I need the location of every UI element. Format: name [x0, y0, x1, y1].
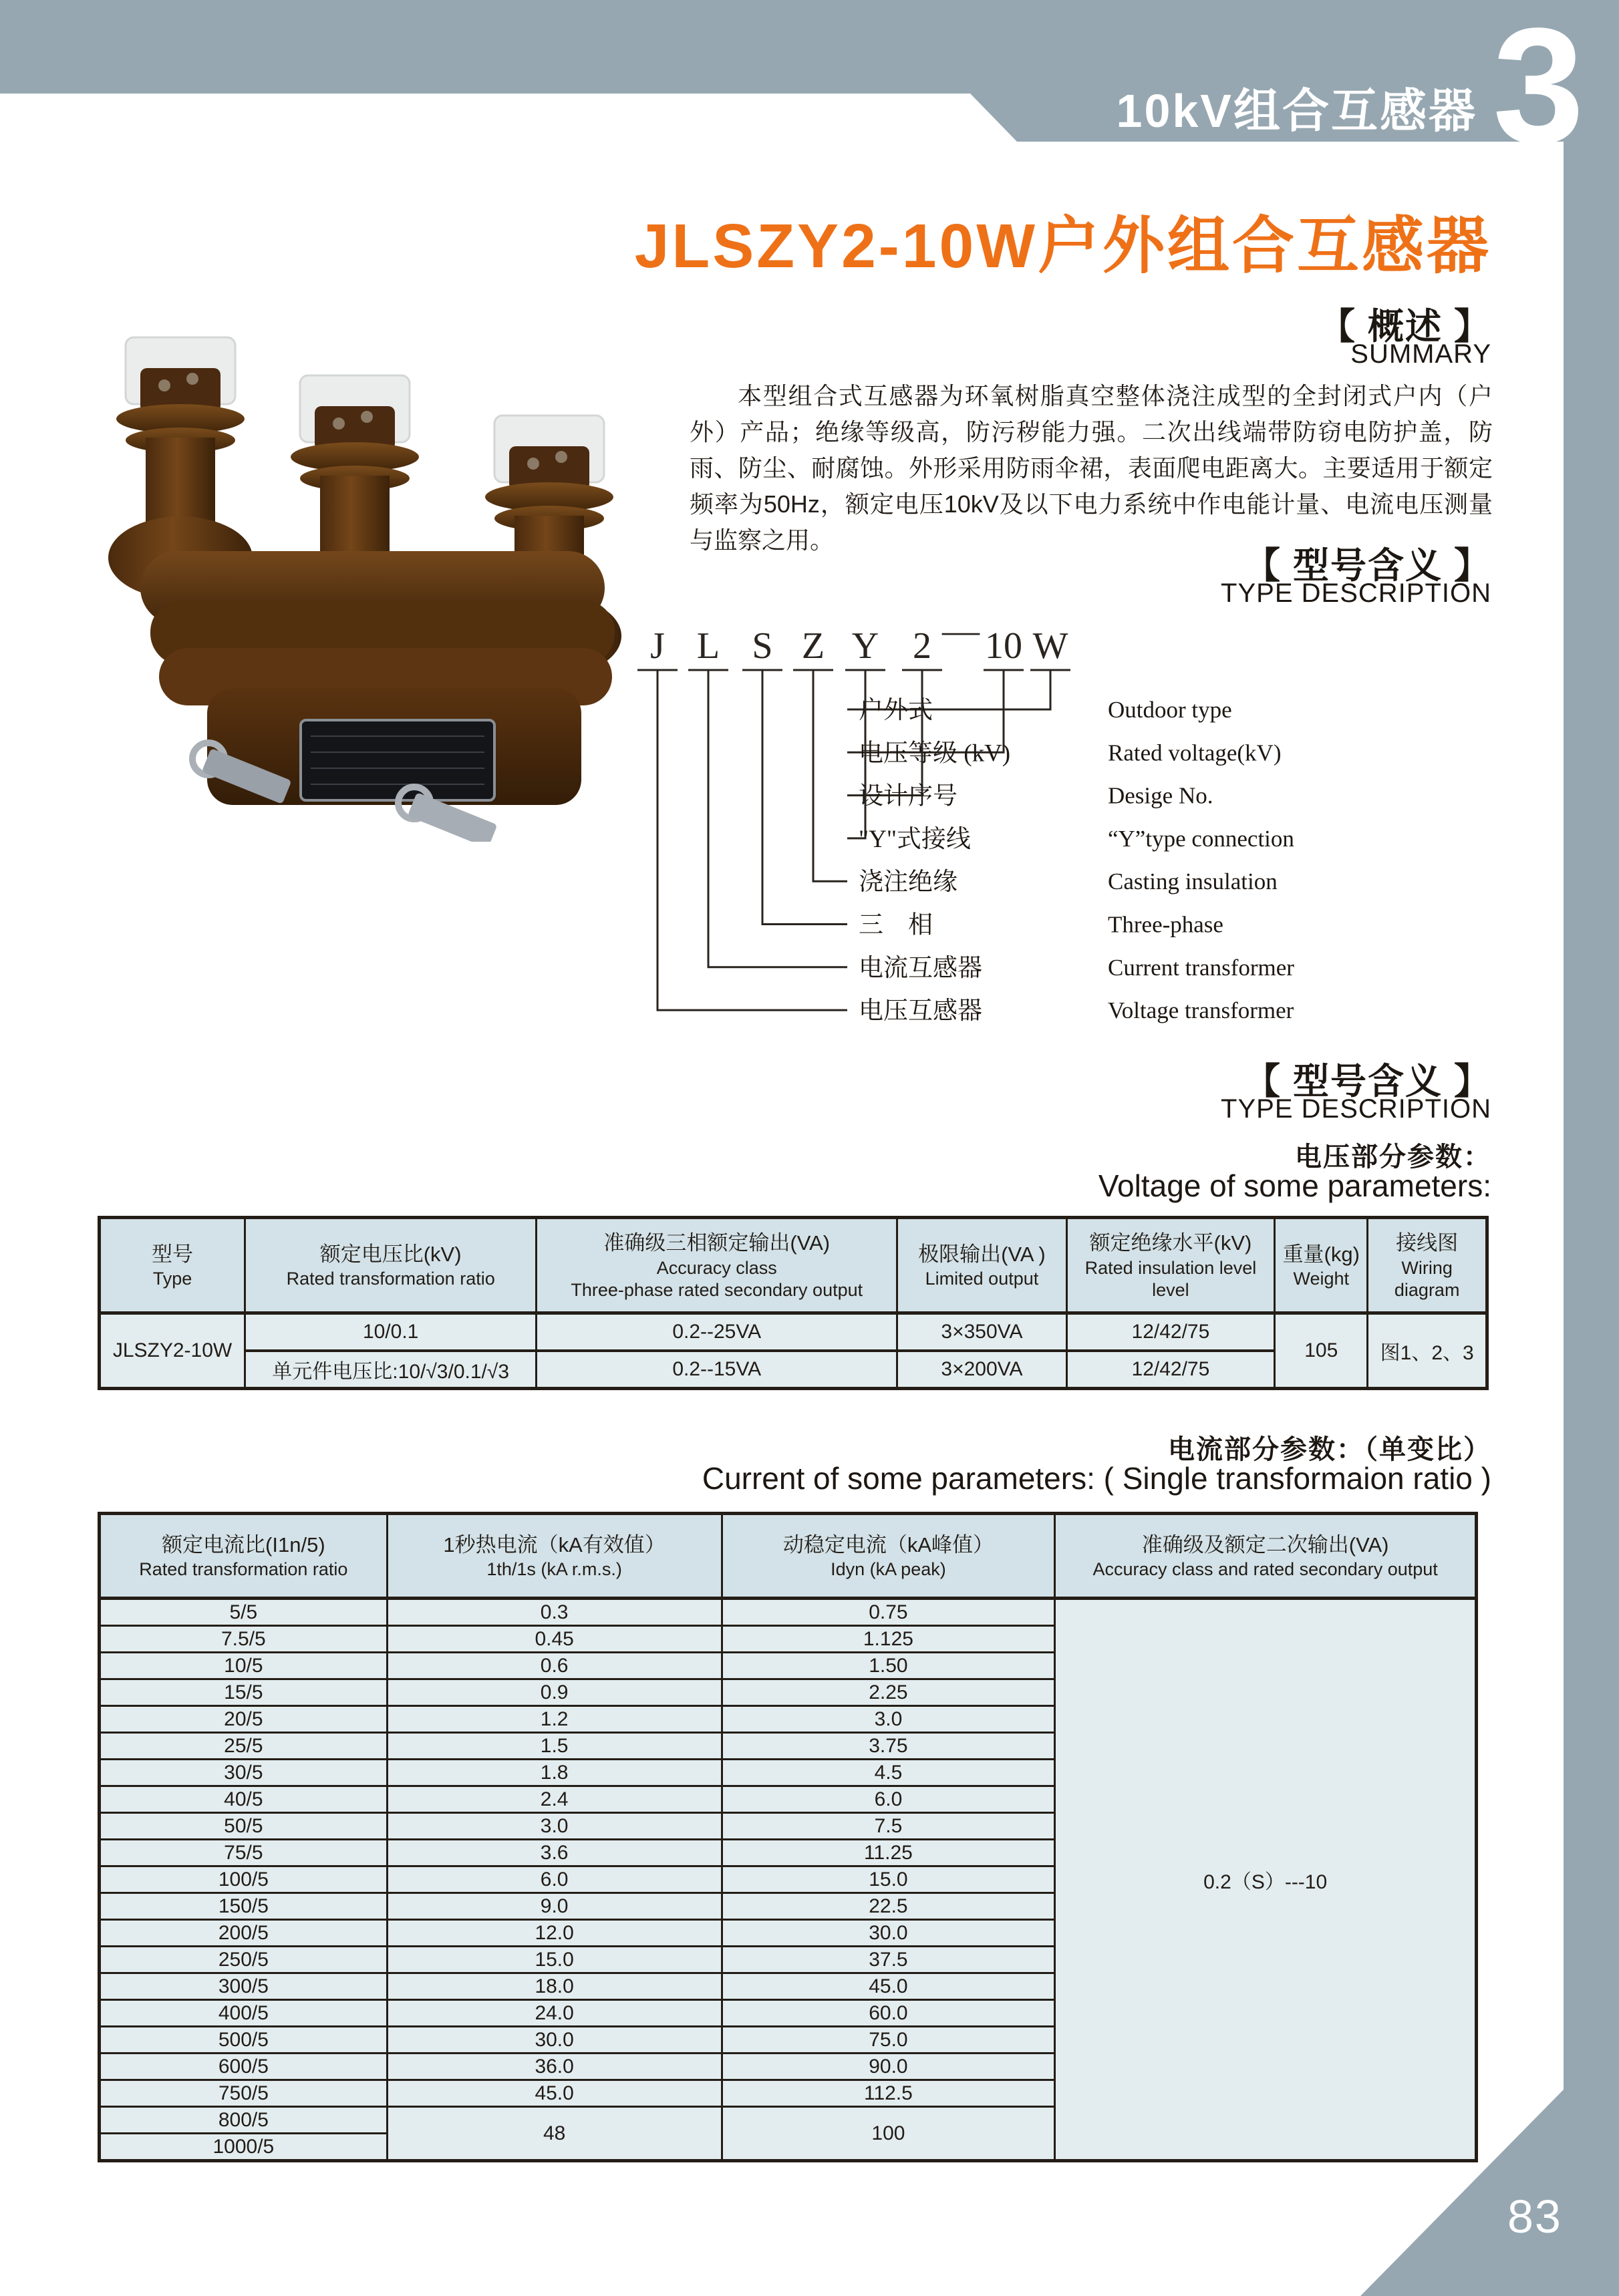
- current-table-wrap: [98, 1512, 1478, 2162]
- summary-paragraph: 本型组合式互感器为环氧树脂真空整体浇注成型的全封闭式户内（户外）产品；绝缘等级高，防污秽能力强。二次出线端带防窃电防护盖，防雨、防尘、耐腐蚀。外形采用防雨伞裙，表面爬电距离大。主要适用于额定频率为50Hz，额定电压10kV及以下电力系统中作电能计量、电流电压测量与监察之用。: [690, 382, 1493, 554]
- page-number: 83: [1507, 2190, 1562, 2243]
- current-value-cell: 750/5: [100, 2080, 388, 2107]
- header-label-en: 1th/1s (kA r.m.s.): [486, 1559, 622, 1580]
- current-value-cell: 36.0: [387, 2054, 722, 2080]
- current-value-cell: 10/5: [100, 1653, 388, 1679]
- header-label-zh: 准确级三相额定输出(VA): [603, 1231, 831, 1255]
- diagram-connector-line: [708, 671, 847, 967]
- current-value-cell: 7.5: [722, 1813, 1055, 1840]
- header-label-en: Accuracy class: [656, 1257, 777, 1278]
- voltage-value-cell: 12/42/75: [1066, 1351, 1275, 1389]
- current-value-cell: 45.0: [722, 1973, 1055, 2000]
- current-value-cell: 0.75: [722, 1599, 1055, 1626]
- current-value-cell: 15.0: [722, 1866, 1055, 1893]
- diagram-label-en: Three-phase: [1108, 911, 1223, 938]
- current-value-cell: 2.25: [722, 1679, 1055, 1706]
- diagram-label-zh: 户外式: [859, 697, 933, 724]
- voltage-value-cell: 12/42/75: [1066, 1313, 1275, 1351]
- current-value-cell: 15/5: [100, 1679, 388, 1706]
- diagram-label-en: Casting insulation: [1108, 868, 1278, 895]
- diagram-label-zh: 电压互感器: [859, 997, 982, 1025]
- header-label-zh: 动稳定电流（kA峰值）: [782, 1532, 994, 1556]
- current-value-cell: 0.6: [387, 1653, 722, 1679]
- current-value-cell: 3.0: [722, 1706, 1055, 1733]
- current-value-cell: 25/5: [100, 1733, 388, 1760]
- product-image: [40, 287, 641, 842]
- current-value-cell: 112.5: [722, 2080, 1055, 2107]
- current-value-cell: 37.5: [722, 1947, 1055, 1973]
- current-value-cell: 200/5: [100, 1920, 388, 1947]
- diagram-label-zh: 电流互感器: [859, 954, 982, 982]
- type-code-letter: Y: [851, 625, 879, 667]
- current-value-cell: 0.9: [387, 1679, 722, 1706]
- diagram-label-en: Current transformer: [1108, 954, 1294, 981]
- voltage-data-row: [100, 1313, 1487, 1351]
- current-value-cell: 5/5: [100, 1599, 388, 1626]
- current-value-cell: 0.3: [387, 1599, 722, 1626]
- current-value-cell: 11.25: [722, 1840, 1055, 1866]
- voltage-subheading-zh: 电压部分参数：: [1295, 1142, 1491, 1172]
- voltage-value-cell: 10/0.1: [245, 1313, 537, 1351]
- current-value-cell: 6.0: [722, 1786, 1055, 1813]
- diagram-label-en: Outdoor type: [1108, 697, 1232, 723]
- current-value-cell: 2.4: [387, 1786, 722, 1813]
- voltage-col-header: [1275, 1218, 1368, 1313]
- current-subheading-zh: 电流部分参数：（单变比）: [1168, 1435, 1491, 1464]
- current-value-cell: 9.0: [387, 1893, 722, 1920]
- type-code-letter: S: [752, 625, 773, 667]
- current-value-cell: 100/5: [100, 1866, 388, 1893]
- voltage-table: [98, 1216, 1489, 1390]
- header-label-zh: 额定绝缘水平(kV): [1089, 1231, 1252, 1255]
- header-label-en: Rated transformation ratio: [286, 1269, 495, 1289]
- type-code-letter: 2: [913, 625, 931, 667]
- voltage-section-heading-en: TYPE DESCRIPTION: [1221, 1094, 1491, 1124]
- current-value-cell: 45.0: [387, 2080, 722, 2107]
- current-value-cell: 600/5: [100, 2054, 388, 2080]
- type-description-heading-zh: 【 型号含义 】: [1243, 546, 1491, 586]
- current-value-cell: 3.75: [722, 1733, 1055, 1760]
- voltage-subheading-en: Voltage of some parameters:: [1098, 1168, 1491, 1203]
- current-col-header: [100, 1514, 388, 1599]
- page-title: JLSZY2-10W户外组合互感器: [634, 211, 1491, 281]
- voltage-col-header: [897, 1218, 1066, 1313]
- current-value-cell: 30.0: [722, 1920, 1055, 1947]
- chapter-title: 10kV组合互感器: [1116, 85, 1477, 137]
- type-code-letter: W: [1032, 625, 1068, 667]
- header-label-en: Wiring diagram: [1394, 1257, 1460, 1300]
- voltage-col-header: [1066, 1218, 1275, 1313]
- type-designation-diagram: [628, 588, 1510, 1042]
- current-value-cell: 30.0: [387, 2027, 722, 2054]
- current-value-cell: 24.0: [387, 2000, 722, 2027]
- current-header-row: [100, 1514, 1477, 1599]
- current-value-cell: 90.0: [722, 2054, 1055, 2080]
- voltage-table-wrap: [98, 1216, 1489, 1390]
- current-value-cell: 50/5: [100, 1813, 388, 1840]
- current-value-cell: 1000/5: [100, 2134, 388, 2161]
- header-label-en: Weight: [1293, 1269, 1350, 1289]
- summary-heading-zh: 【 概述 】: [1318, 307, 1491, 347]
- type-value-cell: JLSZY2-10W: [100, 1313, 245, 1389]
- diagram-connector-line: [657, 671, 847, 1010]
- voltage-col-header: [1368, 1218, 1487, 1313]
- current-value-cell: 75/5: [100, 1840, 388, 1866]
- current-value-cell: 20/5: [100, 1706, 388, 1733]
- current-value-cell: 40/5: [100, 1786, 388, 1813]
- header-label-zh: 额定电流比(I1n/5): [162, 1532, 325, 1556]
- current-value-cell: 60.0: [722, 2000, 1055, 2027]
- voltage-value-cell: 0.2--25VA: [537, 1313, 897, 1351]
- current-value-cell: 30/5: [100, 1760, 388, 1786]
- header-label-zh: 1秒热电流（kA有效值）: [443, 1532, 666, 1556]
- current-value-cell: 500/5: [100, 2027, 388, 2054]
- current-value-cell: 3.6: [387, 1840, 722, 1866]
- current-value-cell: 75.0: [722, 2027, 1055, 2054]
- weight-cell: 105: [1275, 1313, 1368, 1389]
- header-label-zh: 准确级及额定二次输出(VA): [1141, 1532, 1389, 1556]
- current-value-cell: 1.5: [387, 1733, 722, 1760]
- header-label-en: Limited output: [925, 1269, 1039, 1289]
- current-value-cell: 4.5: [722, 1760, 1055, 1786]
- current-subheading-en: Current of some parameters: ( Single transformaion ratio ): [702, 1461, 1491, 1496]
- current-value-cell: 1.2: [387, 1706, 722, 1733]
- diagram-label-en: Voltage transformer: [1108, 997, 1294, 1024]
- current-col-header: [387, 1514, 722, 1599]
- header-label-en2: level: [1152, 1279, 1189, 1300]
- type-code-letter: J: [650, 625, 665, 667]
- current-value-cell: 48: [387, 2107, 722, 2161]
- type-code-letter: L: [696, 625, 720, 667]
- current-value-cell: 250/5: [100, 1947, 388, 1973]
- diagram-label-zh: 设计序号: [859, 782, 958, 810]
- type-description-heading-en: TYPE DESCRIPTION: [1221, 579, 1491, 608]
- current-data-row: [100, 1599, 1477, 1626]
- diagram-label-en: Rated voltage(kV): [1108, 740, 1282, 766]
- diagram-label-zh: 电压等级 (kV): [859, 740, 1011, 768]
- current-col-header: [1055, 1514, 1477, 1599]
- header-label-en: Accuracy class and rated secondary output: [1092, 1559, 1438, 1580]
- current-value-cell: 18.0: [387, 1973, 722, 2000]
- current-value-cell: 800/5: [100, 2107, 388, 2134]
- current-table: [98, 1512, 1478, 2162]
- current-value-cell: 15.0: [387, 1947, 722, 1973]
- current-value-cell: 300/5: [100, 1973, 388, 2000]
- voltage-value-cell: 3×200VA: [897, 1351, 1066, 1389]
- current-value-cell: 0.45: [387, 1626, 722, 1653]
- diagram-label-zh: 浇注绝缘: [859, 868, 958, 896]
- voltage-value-cell: 单元件电压比:10/√3/0.1/√3: [245, 1351, 537, 1389]
- header-label-en: Rated transformation ratio: [139, 1559, 348, 1580]
- diagram-connector-line: [813, 671, 847, 881]
- current-value-cell: 150/5: [100, 1893, 388, 1920]
- diagram-connector-line: [762, 671, 847, 925]
- current-value-cell: 1.8: [387, 1760, 722, 1786]
- type-code-letter: Z: [801, 625, 825, 667]
- summary-heading-en: SUMMARY: [1350, 339, 1491, 369]
- voltage-col-header: [100, 1218, 245, 1313]
- voltage-col-header: [245, 1218, 537, 1313]
- voltage-section-heading-zh: 【 型号含义 】: [1243, 1061, 1491, 1102]
- chapter-number: 3: [1493, 0, 1584, 178]
- header-label-zh: 接线图: [1396, 1231, 1459, 1255]
- header-label-zh: 额定电压比(kV): [319, 1242, 462, 1266]
- voltage-value-cell: 0.2--15VA: [537, 1351, 897, 1389]
- voltage-col-header: [537, 1218, 897, 1313]
- type-code-letter: —: [942, 610, 980, 651]
- header-label-en: Type: [152, 1269, 192, 1289]
- current-value-cell: 7.5/5: [100, 1626, 388, 1653]
- diagram-label-en: “Y”type connection: [1108, 825, 1294, 852]
- diagram-label-zh: 三 相: [859, 911, 933, 939]
- header-label-zh: 重量(kg): [1282, 1242, 1360, 1266]
- accuracy-class-cell: 0.2（S）---10: [1055, 1599, 1477, 2161]
- type-code-letter: 10: [985, 625, 1022, 667]
- current-value-cell: 1.50: [722, 1653, 1055, 1679]
- current-value-cell: 12.0: [387, 1920, 722, 1947]
- current-value-cell: 400/5: [100, 2000, 388, 2027]
- header-label-en: Idyn (kA peak): [831, 1559, 946, 1580]
- right-edge-strip: [1564, 0, 1619, 2296]
- current-col-header: [722, 1514, 1055, 1599]
- wiring-diagram-cell: 图1、2、3: [1368, 1313, 1487, 1389]
- header-label-zh: 极限输出(VA ): [918, 1242, 1046, 1266]
- header-label-en2: Three-phase rated secondary output: [571, 1279, 863, 1300]
- diagram-connector-line: [847, 671, 922, 796]
- current-value-cell: 3.0: [387, 1813, 722, 1840]
- voltage-header-row: [100, 1218, 1487, 1313]
- current-value-cell: 22.5: [722, 1893, 1055, 1920]
- current-value-cell: 100: [722, 2107, 1055, 2161]
- diagram-label-en: Desige No.: [1108, 782, 1213, 809]
- header-label-en: Rated insulation level: [1084, 1257, 1257, 1278]
- current-value-cell: 1.125: [722, 1626, 1055, 1653]
- diagram-label-zh: "Y"式接线: [859, 825, 971, 853]
- header-label-zh: 型号: [152, 1242, 194, 1266]
- current-value-cell: 6.0: [387, 1866, 722, 1893]
- voltage-value-cell: 3×350VA: [897, 1313, 1066, 1351]
